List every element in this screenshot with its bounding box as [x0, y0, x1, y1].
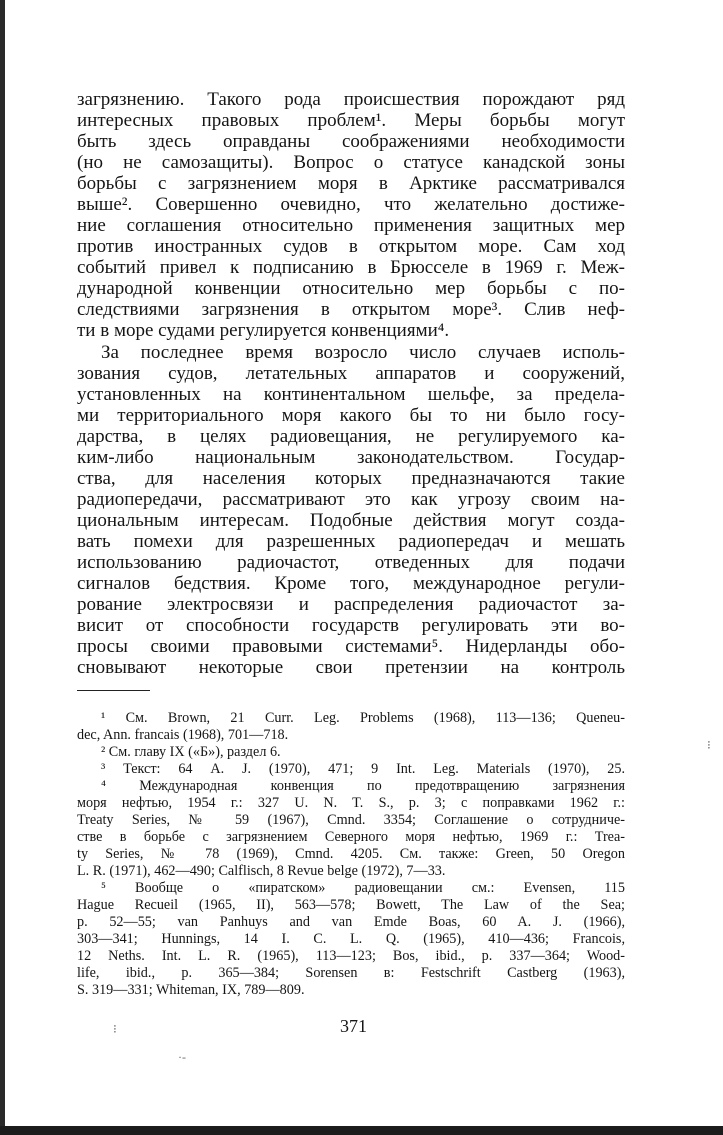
footnote-line: ⁴ Международная конвенция по предотвращению загрязнения — [101, 778, 625, 794]
footnote-line: стве в борьбе с загрязнением Северного моря нефтью, 1969 г.: Trea- — [77, 829, 625, 845]
body-line: против иностранных судов в открытом море. Сам ход — [77, 236, 625, 257]
body-line: За последнее время возросло число случаев исполь- — [101, 342, 625, 363]
body-line: установленных на континентальном шельфе, за предела- — [77, 384, 625, 405]
body-line: следствиями загрязнения в открытом море³. Слив неф- — [77, 299, 625, 320]
footnote-line: life, ibid., p. 365—384; Sorensen в: Festschrift Castberg (1963), — [77, 965, 625, 981]
body-line: вать помехи для разрешенных радиопередач и мешать — [77, 531, 625, 552]
body-line: ние соглашения относительно применения защитных мер — [77, 215, 625, 236]
body-line: ти в море судами регулируется конвенциями⁴. — [77, 320, 450, 341]
body-line: просы своими правовыми системами⁵. Нидерланды обо- — [77, 636, 625, 657]
scan-left-edge — [0, 0, 5, 1135]
footnote-line: L. R. (1971), 462—490; Calflisch, 8 Revue belge (1972), 7—33. — [77, 863, 446, 879]
body-line: выше². Совершенно очевидно, что желательно достиже- — [77, 194, 625, 215]
footnote-line: 303—341; Hunnings, 14 I. C. L. Q. (1965), 410—436; Francois, — [77, 931, 625, 947]
body-line: рование электросвязи и распределения радиочастот за- — [77, 594, 625, 615]
body-line: быть здесь оправданы соображениями необходимости — [77, 131, 625, 152]
body-line: радиопередачи, рассматривают это как угрозу своим на- — [77, 489, 625, 510]
footnote-line: Hague Recueil (1965, II), 563—578; Bowett, The Law of the Sea; — [77, 897, 625, 913]
body-line: ми территориального моря какого бы то ни было госу- — [77, 405, 625, 426]
scan-speck: ⁝ — [113, 1022, 117, 1036]
body-line: загрязнению. Такого рода происшествия порождают ряд — [77, 89, 625, 110]
footnote-line: ² См. главу IX («Б»), раздел 6. — [101, 744, 281, 760]
scan-speck: ⁝ — [707, 738, 711, 752]
body-line: сновывают некоторые свои претензии на контроль — [77, 657, 625, 678]
body-line: дарства, в целях радиовещания, не регулируемого ка- — [77, 426, 625, 447]
footnote-line: Treaty Series, № 59 (1967), Cmnd. 3354; Соглашение о сотрудниче- — [77, 812, 625, 828]
footnote-line: p. 52—55; van Panhuys and van Emde Boas, 60 A. J. (1966), — [77, 914, 625, 930]
body-line: ства, для населения которых предназначаются такие — [77, 468, 625, 489]
footnote-separator — [77, 690, 150, 691]
body-line: циональным интересам. Подобные действия могут созда- — [77, 510, 625, 531]
body-line: борьбы с загрязнением моря в Арктике рассматривался — [77, 173, 625, 194]
body-line: (но не самозащиты). Вопрос о статусе канадской зоны — [77, 152, 625, 173]
scan-bottom-edge — [0, 1126, 723, 1135]
body-line: зования судов, летательных аппаратов и сооружений, — [77, 363, 625, 384]
footnote-line: ⁵ Вообще о «пиратском» радиовещании см.: Evensen, 115 — [101, 880, 625, 896]
footnote-line: ty Series, № 78 (1969), Cmnd. 4205. См. также: Green, 50 Oregon — [77, 846, 625, 862]
footnote-line: ³ Текст: 64 A. J. (1970), 471; 9 Int. Leg. Materials (1970), 25. — [101, 761, 625, 777]
body-line: дународной конвенции относительно мер борьбы с по- — [77, 278, 625, 299]
body-line: событий привел к подписанию в Брюсселе в 1969 г. Меж- — [77, 257, 625, 278]
footnote-line: S. 319—331; Whiteman, IX, 789—809. — [77, 982, 305, 998]
footnote-line: dec, Ann. francais (1968), 701—718. — [77, 727, 289, 743]
body-line: ким-либо национальным законодательством. Государ- — [77, 447, 625, 468]
footnote-line: моря нефтью, 1954 г.: 327 U. N. T. S., p. 3; с поправками 1962 г.: — [77, 795, 625, 811]
body-line: интересных правовых проблем¹. Меры борьбы могут — [77, 110, 625, 131]
footnote-line: 12 Neths. Int. L. R. (1965), 113—123; Bos, ibid., p. 337—364; Wood- — [77, 948, 625, 964]
body-line: использованию радиочастот, отведенных для подачи — [77, 552, 625, 573]
footnote-line: ¹ См. Brown, 21 Curr. Leg. Problems (1968), 113—136; Queneu- — [101, 710, 625, 726]
scan-speck: ·- — [178, 1050, 186, 1064]
body-line: сигналов бедствия. Кроме того, международное регули- — [77, 573, 625, 594]
body-line: висит от способности государств регулировать эти во- — [77, 615, 625, 636]
page-number: 371 — [340, 1016, 367, 1036]
